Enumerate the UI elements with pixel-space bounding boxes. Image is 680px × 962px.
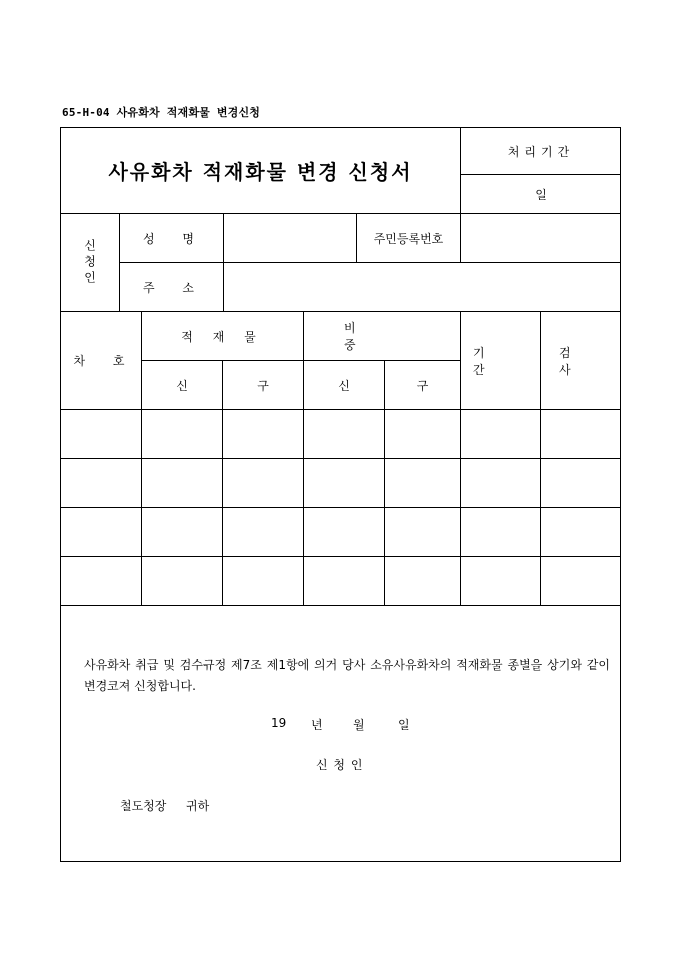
- form-title: 사유화차 적재화물 변경 신청서: [108, 160, 413, 184]
- address-label: 주 소: [143, 280, 206, 295]
- car-number-header: 차 호: [73, 354, 137, 368]
- inspector-header: 검 사: [559, 345, 593, 377]
- application-statement: 사유화차 취급 및 검수규정 제7조 제1항에 의거 당사 소유사유화차의 적재화물 종별을 상기와 같이 변경코져 신청합니다.: [84, 658, 610, 693]
- weight-header: 비 중: [344, 321, 396, 352]
- table-row[interactable]: [61, 410, 621, 458]
- date-day-unit: 일: [398, 718, 410, 732]
- form-code: 65-H-04 사유화차 적재화물 변경신청: [62, 106, 261, 119]
- date-year-unit: 년: [311, 718, 323, 732]
- table-row[interactable]: [61, 459, 621, 507]
- date-month-unit: 월: [353, 718, 365, 732]
- weight-new-header: 신: [338, 378, 350, 393]
- recipient: 철도청장: [120, 799, 167, 813]
- date-year: 19: [271, 716, 287, 730]
- table-row[interactable]: [61, 557, 621, 605]
- name-label: 성 명: [143, 231, 206, 246]
- processing-period-label: 처리기간: [507, 144, 575, 159]
- weight-old-header: 구: [416, 378, 429, 393]
- signer-label: 신 청 인: [316, 758, 364, 772]
- cargo-new-header: 신: [176, 378, 188, 393]
- period-header: 기 간: [473, 345, 501, 377]
- resident-id-label: 주민등록번호: [373, 231, 444, 246]
- processing-period-value: 일: [535, 187, 547, 202]
- address-field[interactable]: [224, 263, 621, 311]
- cargo-old-header: 구: [257, 378, 269, 393]
- applicant-section-label: 신청인: [82, 238, 97, 287]
- cargo-header: 적 재 물: [181, 329, 264, 344]
- divider: [60, 605, 621, 606]
- name-field[interactable]: [224, 214, 356, 262]
- resident-id-field[interactable]: [461, 214, 621, 262]
- honorific: 귀하: [186, 799, 210, 813]
- table-row[interactable]: [61, 508, 621, 556]
